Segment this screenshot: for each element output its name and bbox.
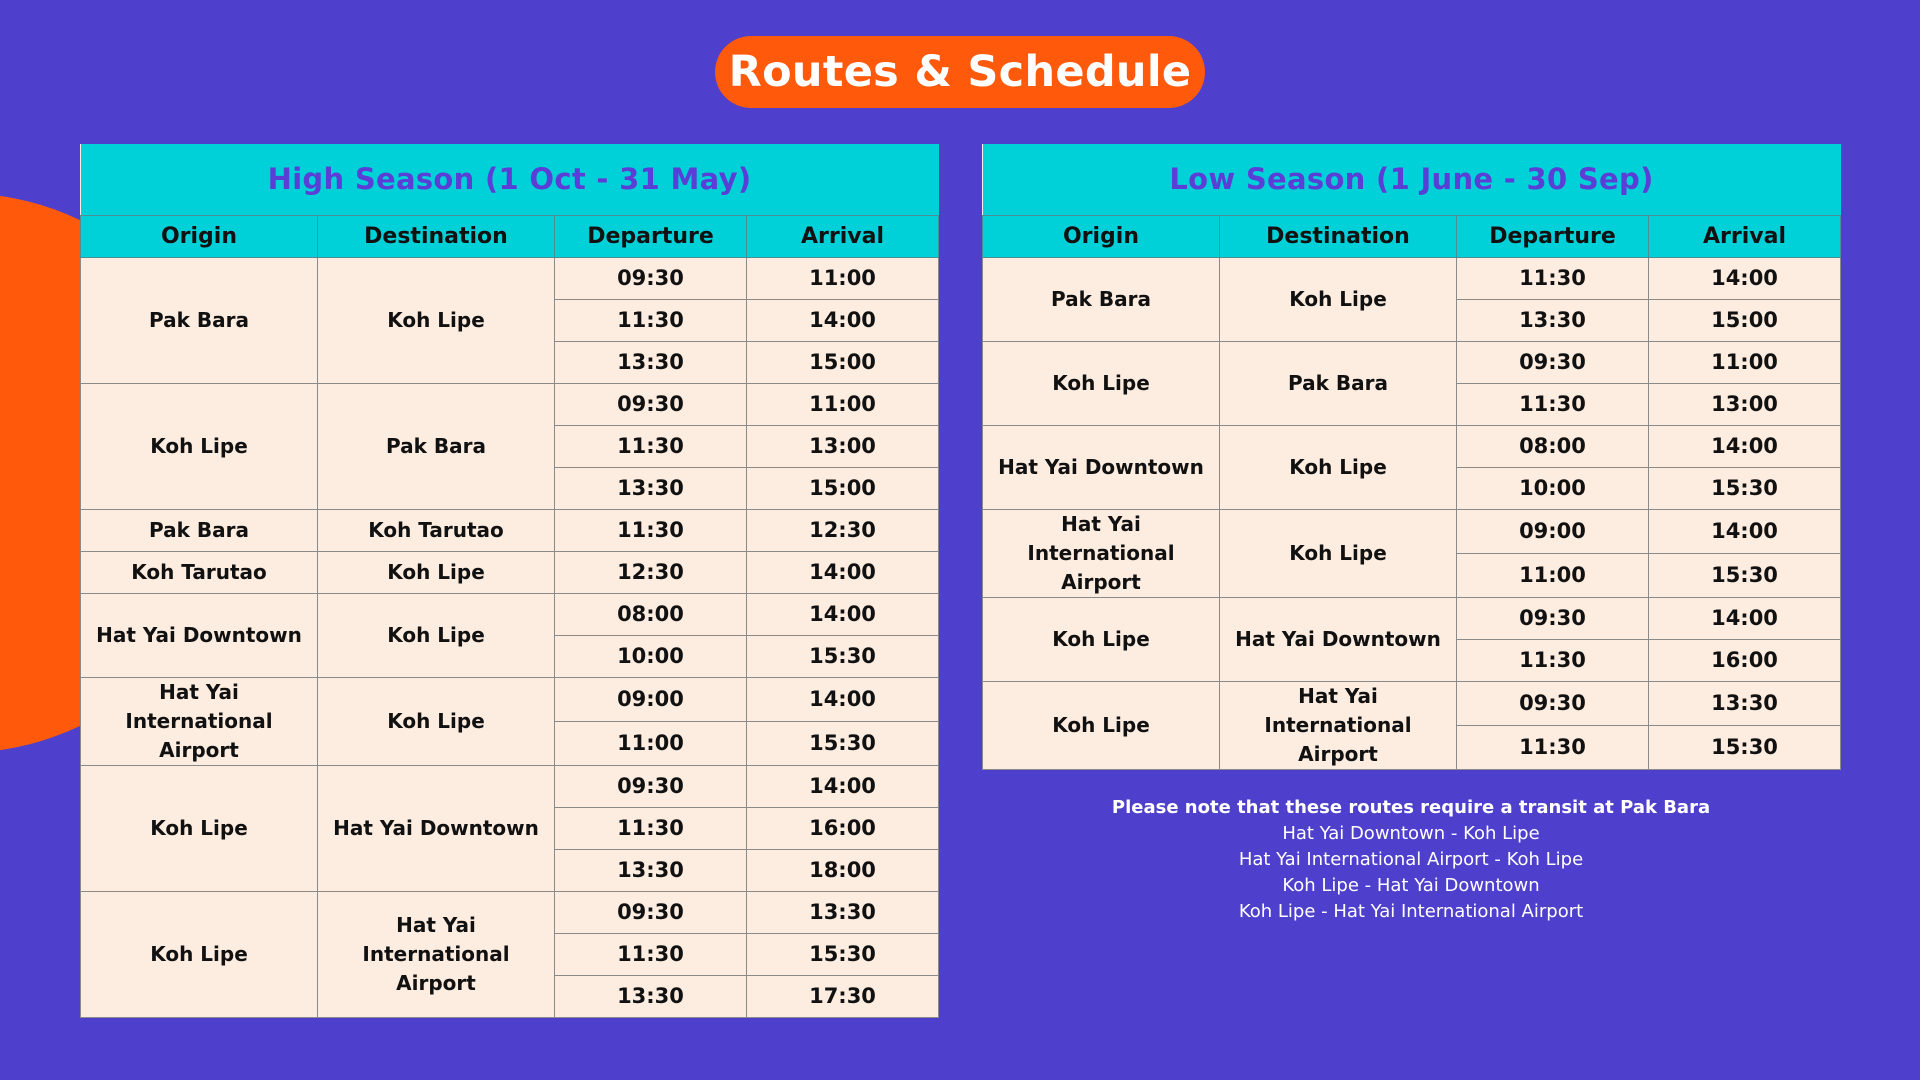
schedule-row — [81, 678, 939, 722]
arrival-time-cell: 14:00 — [1649, 426, 1841, 468]
departure-time-cell: 13:30 — [555, 342, 747, 384]
destination-cell: Hat Yai Downtown — [318, 766, 555, 892]
schedule-row — [81, 766, 939, 808]
departure-time-cell: 09:30 — [555, 258, 747, 300]
departure-time-cell: 11:30 — [555, 934, 747, 976]
arrival-time-cell: 13:00 — [1649, 384, 1841, 426]
departure-time-cell: 11:30 — [1457, 258, 1649, 300]
arrival-time-cell: 11:00 — [747, 258, 939, 300]
transit-route: Hat Yai Downtown - Koh Lipe — [1282, 823, 1540, 844]
destination-cell: Koh Lipe — [318, 258, 555, 384]
arrival-time-cell: 15:30 — [747, 636, 939, 678]
origin-cell: Koh Lipe — [81, 892, 318, 1018]
origin-cell: Koh Lipe — [983, 598, 1220, 682]
arrival-time-cell: 15:00 — [747, 468, 939, 510]
arrival-time-cell: 11:00 — [1649, 342, 1841, 384]
destination-cell: Koh Tarutao — [318, 510, 555, 552]
arrival-time-cell: 15:00 — [1649, 300, 1841, 342]
schedule-row — [983, 258, 1841, 300]
column-header-arrival: Arrival — [1649, 216, 1841, 258]
destination-cell: Hat Yai Downtown — [1220, 598, 1457, 682]
destination-cell: Koh Lipe — [318, 678, 555, 766]
departure-time-cell: 13:30 — [555, 976, 747, 1018]
origin-cell: Koh Lipe — [81, 766, 318, 892]
arrival-time-cell: 13:30 — [747, 892, 939, 934]
origin-cell: Pak Bara — [81, 258, 318, 384]
high-season-table — [80, 144, 939, 1018]
destination-cell: Koh Lipe — [1220, 510, 1457, 598]
page-title: Routes & Schedule — [715, 36, 1205, 108]
destination-cell: Pak Bara — [1220, 342, 1457, 426]
arrival-time-cell: 15:30 — [1649, 726, 1841, 770]
column-header-departure: Departure — [555, 216, 747, 258]
high-season-title: High Season (1 Oct - 31 May) — [81, 144, 939, 216]
schedule-row — [983, 510, 1841, 554]
arrival-time-cell: 17:30 — [747, 976, 939, 1018]
destination-cell: Koh Lipe — [1220, 426, 1457, 510]
departure-time-cell: 09:30 — [1457, 342, 1649, 384]
arrival-time-cell: 13:30 — [1649, 682, 1841, 726]
arrival-time-cell: 16:00 — [1649, 640, 1841, 682]
departure-time-cell: 11:30 — [555, 808, 747, 850]
departure-time-cell: 11:30 — [555, 426, 747, 468]
departure-time-cell: 13:30 — [555, 850, 747, 892]
column-header-origin: Origin — [81, 216, 318, 258]
departure-time-cell: 09:30 — [555, 766, 747, 808]
origin-cell: Koh Lipe — [81, 384, 318, 510]
departure-time-cell: 09:00 — [1457, 510, 1649, 554]
transit-note-heading: Please note that these routes require a transit at Pak Bara — [1111, 797, 1711, 818]
arrival-time-cell: 15:30 — [1649, 554, 1841, 598]
arrival-time-cell: 15:00 — [747, 342, 939, 384]
column-header-arrival: Arrival — [747, 216, 939, 258]
destination-cell: Pak Bara — [318, 384, 555, 510]
destination-cell: Koh Lipe — [318, 552, 555, 594]
origin-cell: Koh Lipe — [983, 342, 1220, 426]
departure-time-cell: 10:00 — [1457, 468, 1649, 510]
arrival-time-cell: 15:30 — [747, 722, 939, 766]
departure-time-cell: 10:00 — [555, 636, 747, 678]
schedule-row — [81, 552, 939, 594]
departure-time-cell: 09:30 — [555, 384, 747, 426]
origin-cell: Hat Yai Downtown — [81, 594, 318, 678]
low-season-body — [983, 258, 1841, 770]
departure-time-cell: 09:00 — [555, 678, 747, 722]
schedule-row — [983, 426, 1841, 468]
arrival-time-cell: 14:00 — [747, 678, 939, 722]
departure-time-cell: 13:30 — [1457, 300, 1649, 342]
column-header-destination: Destination — [318, 216, 555, 258]
departure-time-cell: 11:00 — [555, 722, 747, 766]
transit-note — [982, 795, 1840, 925]
schedule-row — [983, 342, 1841, 384]
arrival-time-cell: 11:00 — [747, 384, 939, 426]
arrival-time-cell: 14:00 — [1649, 598, 1841, 640]
destination-cell: Hat Yai International Airport — [318, 892, 555, 1018]
low-season-title: Low Season (1 June - 30 Sep) — [983, 144, 1841, 216]
transit-route: Koh Lipe - Hat Yai International Airport — [1238, 901, 1584, 922]
arrival-time-cell: 14:00 — [747, 552, 939, 594]
arrival-time-cell: 14:00 — [1649, 258, 1841, 300]
arrival-time-cell: 14:00 — [747, 766, 939, 808]
high-season-body — [81, 258, 939, 1018]
departure-time-cell: 11:30 — [555, 510, 747, 552]
departure-time-cell: 13:30 — [555, 468, 747, 510]
transit-route: Hat Yai International Airport - Koh Lipe — [1238, 849, 1584, 870]
schedule-row — [81, 384, 939, 426]
departure-time-cell: 09:30 — [1457, 682, 1649, 726]
origin-cell: Hat Yai International Airport — [81, 678, 318, 766]
origin-cell: Koh Lipe — [983, 682, 1220, 770]
schedule-row — [81, 892, 939, 934]
arrival-time-cell: 12:30 — [747, 510, 939, 552]
transit-route: Koh Lipe - Hat Yai Downtown — [1282, 875, 1540, 896]
arrival-time-cell: 15:30 — [1649, 468, 1841, 510]
departure-time-cell: 11:30 — [1457, 384, 1649, 426]
destination-cell: Koh Lipe — [1220, 258, 1457, 342]
schedule-row — [81, 510, 939, 552]
origin-cell: Koh Tarutao — [81, 552, 318, 594]
column-header-departure: Departure — [1457, 216, 1649, 258]
schedule-row — [81, 594, 939, 636]
departure-time-cell: 11:00 — [1457, 554, 1649, 598]
schedule-row — [983, 598, 1841, 640]
arrival-time-cell: 14:00 — [747, 300, 939, 342]
arrival-time-cell: 13:00 — [747, 426, 939, 468]
destination-cell: Hat Yai International Airport — [1220, 682, 1457, 770]
departure-time-cell: 12:30 — [555, 552, 747, 594]
schedule-row — [983, 682, 1841, 726]
departure-time-cell: 09:30 — [1457, 598, 1649, 640]
origin-cell: Hat Yai International Airport — [983, 510, 1220, 598]
origin-cell: Pak Bara — [81, 510, 318, 552]
origin-cell: Hat Yai Downtown — [983, 426, 1220, 510]
departure-time-cell: 11:30 — [1457, 726, 1649, 770]
arrival-time-cell: 18:00 — [747, 850, 939, 892]
arrival-time-cell: 14:00 — [747, 594, 939, 636]
arrival-time-cell: 15:30 — [747, 934, 939, 976]
column-header-origin: Origin — [983, 216, 1220, 258]
low-season-table — [982, 144, 1841, 770]
arrival-time-cell: 14:00 — [1649, 510, 1841, 554]
departure-time-cell: 11:30 — [1457, 640, 1649, 682]
column-header-destination: Destination — [1220, 216, 1457, 258]
schedule-row — [81, 258, 939, 300]
destination-cell: Koh Lipe — [318, 594, 555, 678]
arrival-time-cell: 16:00 — [747, 808, 939, 850]
departure-time-cell: 09:30 — [555, 892, 747, 934]
departure-time-cell: 08:00 — [1457, 426, 1649, 468]
departure-time-cell: 11:30 — [555, 300, 747, 342]
departure-time-cell: 08:00 — [555, 594, 747, 636]
origin-cell: Pak Bara — [983, 258, 1220, 342]
